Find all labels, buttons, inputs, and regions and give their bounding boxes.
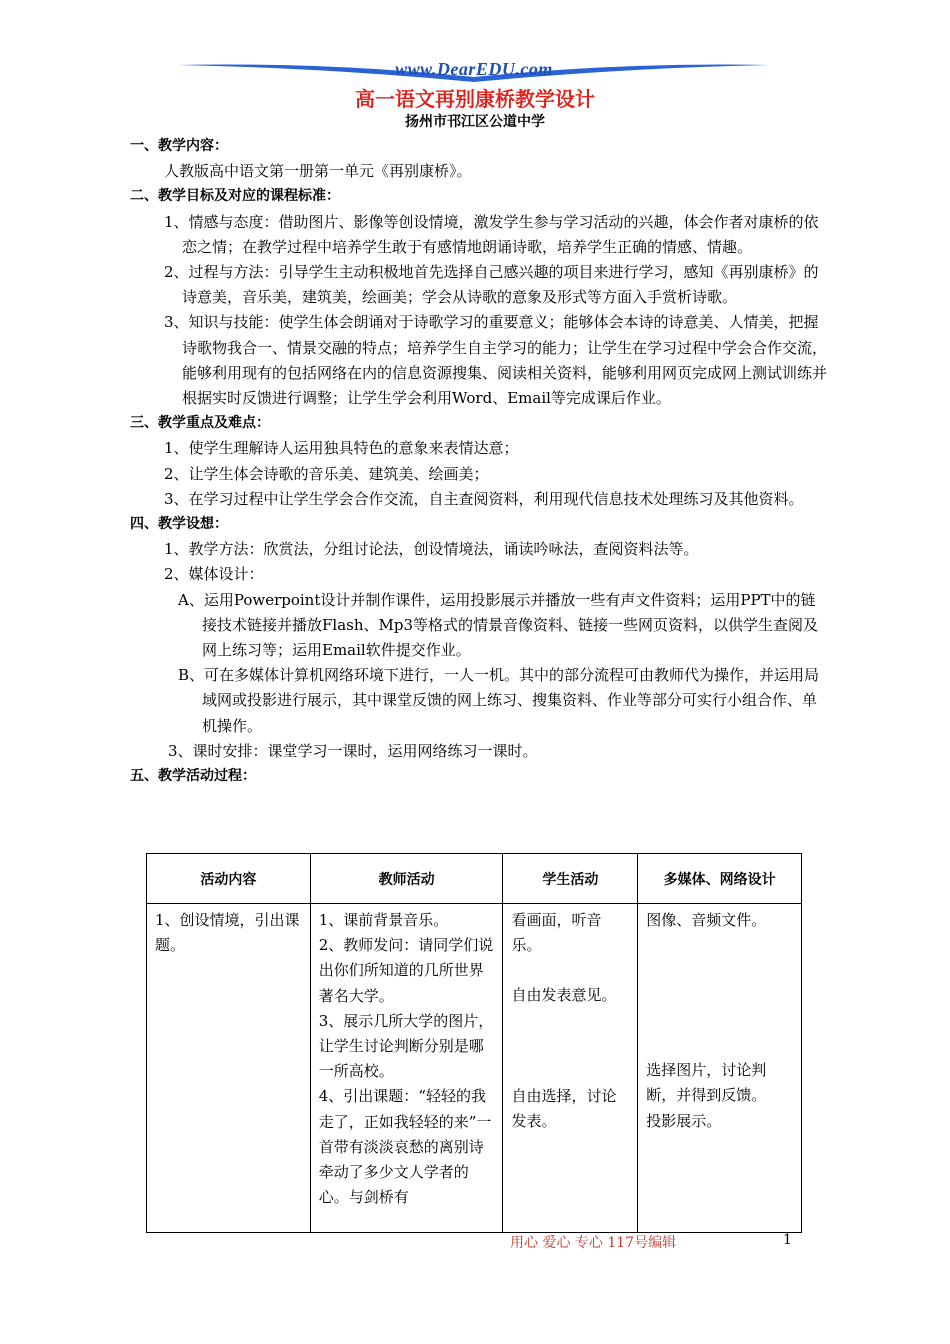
media-design-cell	[638, 904, 802, 1233]
keypoint-item: 3、在学习过程中让学生学会合作交流，自主查阅资料，利用现代信息技术处理练习及其他资料。	[164, 489, 804, 508]
activity-content-cell	[147, 904, 311, 1233]
section-4-heading: 四、教学设想：	[130, 516, 228, 533]
student-activity-cell	[503, 904, 638, 1233]
media-step: 选择图片，讨论判断，并得到反馈。	[646, 1061, 767, 1105]
keypoint-item: 1、使学生理解诗人运用独具特色的意象来表情达意；	[164, 439, 519, 458]
column-header: 活动内容	[147, 854, 311, 904]
media-sub-b: B、可在多媒体计算机网络环境下进行，一人一机。其中的部分流程可由教师代为操作，并运用局域网或投影进行展示，其中课堂反馈的网上练习、搜集资料、作业等部分可实行小组合作、单机操作。	[178, 666, 820, 735]
document-body	[130, 134, 830, 789]
table-header-row	[147, 854, 802, 904]
media-item: 2、媒体设计：	[164, 565, 264, 584]
teacher-step: 4、引出课题：“轻轻的我走了，正如我轻轻的来”一首带有淡淡哀愁的离别诗牵动了多少文人学者的心。与剑桥有	[318, 1087, 492, 1207]
section-1-text: 人教版高中语文第一册第一单元《再别康桥》。	[164, 162, 472, 181]
section-2-heading: 二、教学目标及对应的课程标准：	[130, 188, 340, 205]
student-step: 自由发表意见。	[511, 986, 617, 1005]
header-banner	[176, 58, 772, 84]
teacher-activity-cell	[310, 904, 503, 1233]
section-5-heading: 五、教学活动过程：	[130, 768, 256, 785]
school-name: 扬州市邗江区公道中学	[405, 114, 545, 130]
method-item: 1、教学方法：欣赏法，分组讨论法，创设情境法，诵读吟咏法，查阅资料法等。	[164, 540, 699, 559]
table-row	[147, 904, 802, 1233]
section-3-heading: 三、教学重点及难点：	[130, 415, 270, 432]
goal-item: 2、过程与方法：引导学生主动积极地首先选择自己感兴趣的项目来进行学习，感知《再别康桥》的诗意美，音乐美，建筑美，绘画美；学会从诗歌的意象及形式等方面入手赏析诗歌。	[164, 263, 819, 307]
teacher-step: 3、展示几所大学的图片，让学生讨论判断分别是哪一所高校。	[318, 1011, 494, 1081]
column-header: 教师活动	[310, 854, 503, 904]
media-sub-a: A、运用Powerpoint设计并制作课件，运用投影展示并播放一些有声文件资料；运用PPT中的链接技术链接并播放Flash、Mp3等格式的情景音像资料、链接一些网页资料，以供学生查阅及网上练习等；运用Email软件提交作业。	[178, 590, 819, 660]
media-step: 图像、音频文件。	[646, 911, 767, 929]
page-title: 高一语文再别康桥教学设计	[355, 87, 595, 111]
column-header: 学生活动	[503, 854, 638, 904]
page-number: 1	[783, 1232, 792, 1248]
keypoint-item: 2、让学生体会诗歌的音乐美、建筑美、绘画美；	[164, 464, 489, 483]
time-item: 3、课时安排：课堂学习一课时，运用网络练习一课时。	[168, 741, 538, 760]
section-1-heading: 一、教学内容：	[130, 138, 228, 154]
teacher-step: 2、教师发问：请同学们说出你们所知道的几所世界著名大学。	[318, 936, 494, 1005]
footer-motto: 用心 爱心 专心 117号编辑	[510, 1235, 677, 1251]
student-step: 看画面，听音乐。	[511, 911, 602, 955]
column-header: 多媒体、网络设计	[638, 854, 802, 904]
site-logo-text: www.DearEDU.com	[395, 59, 553, 79]
media-step: 投影展示。	[646, 1111, 722, 1130]
goal-item: 1、情感与态度：借助图片、影像等创设情境，激发学生参与学习活动的兴趣，体会作者对康桥的依恋之情；在教学过程中培养学生敢于有感情地朗诵诗歌，培养学生正确的情感、情趣。	[164, 212, 819, 256]
goal-item: 3、知识与技能：使学生体会朗诵对于诗歌学习的重要意义；能够体会本诗的诗意美、人情美，把握诗歌物我合一、情景交融的特点；培养学生自主学习的能力；让学生在学习过程中学会合作交流，能够利用现有的包括网络在内的信息资源搜集、阅读相关资料，能够利用网页完成网上测试训练并根据实时反馈进行调整；让学生学会利用Word、Email等完成课后作业。	[164, 313, 828, 408]
activity-table	[146, 853, 802, 1233]
activity-content: 1、创设情境，引出课题。	[155, 911, 300, 955]
student-step: 自由选择，讨论发表。	[511, 1086, 617, 1130]
teacher-step: 1、课前背景音乐。	[318, 911, 449, 929]
